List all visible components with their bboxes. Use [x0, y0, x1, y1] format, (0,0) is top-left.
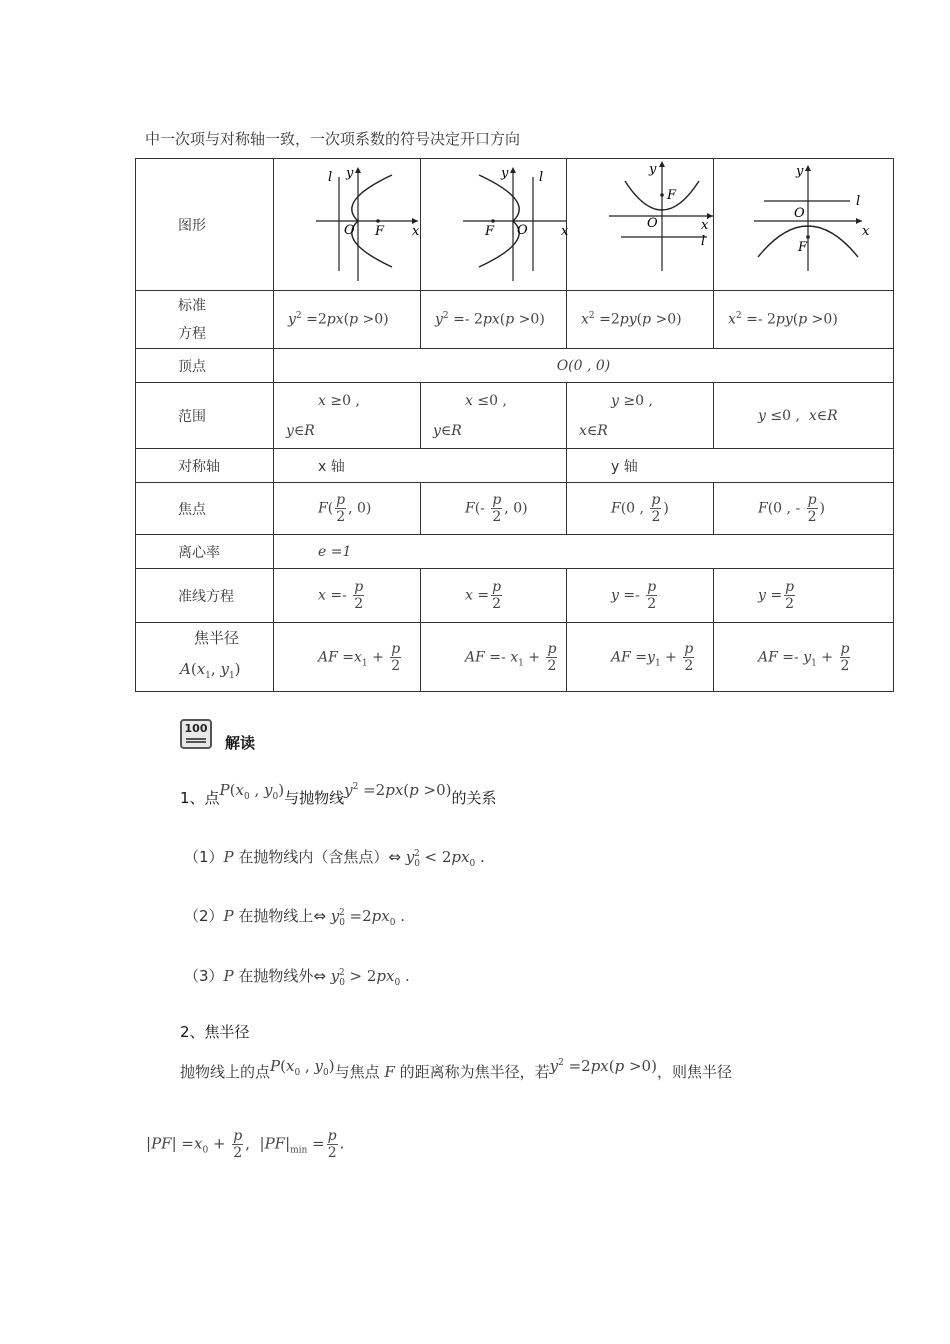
graph-label-l: l [539, 170, 544, 185]
table-row [136, 383, 894, 449]
intro-text: 中一次项与对称轴一致，一次项系数的符号决定开口方向 [145, 130, 521, 148]
equation-left: $y^2 =- 2px(p >0)$ [421, 291, 567, 349]
point2-text-b: 与焦点 [334, 1063, 380, 1081]
table-row [136, 291, 894, 349]
row-label-axis: 对称轴 [136, 449, 274, 483]
graph-left-opening [421, 159, 567, 286]
table-row [136, 623, 894, 692]
row-label-focus: 焦点 [136, 483, 274, 535]
focal-radius-left: AF =- $x_1$ + $\frac{p}{2}$ [421, 623, 567, 692]
graph-label-x: x [561, 224, 569, 239]
case-2-text: 在抛物线上⇔ [238, 907, 326, 925]
directrix-up: y =- $\frac{p}{2}$ [567, 569, 714, 623]
row-label-range: 范围 [136, 383, 274, 449]
graph-right-opening [274, 159, 420, 286]
case-1-text: 在抛物线内（含焦点）⇔ [238, 848, 401, 866]
point1-heading: 1、点$P(x_0$ , $y_0$)与抛物线$y^2 =2px(p >0)$的关系 [180, 781, 497, 807]
focus-left: F(- $\frac{p}{2}$ , 0) [421, 483, 567, 535]
focal-radius-down: AF =- $y_1$ + $\frac{p}{2}$ [714, 623, 894, 692]
point1-title-c: 的关系 [451, 789, 497, 807]
graph-label-f: F [375, 224, 385, 239]
graph-label-y: y [796, 164, 804, 179]
graph-cell-right-opening [274, 159, 421, 291]
row-label-focal-radius-text: 焦半径 [194, 629, 240, 647]
graph-label-x: x [701, 218, 709, 233]
graph-label-x: x [862, 224, 870, 239]
graph-label-f: F [667, 188, 677, 203]
case-3: （3）P 在抛物线外⇔ $y_0^2 > 2px_0$ . [184, 967, 410, 988]
focal-radius-up: AF $=y_1$ + $\frac{p}{2}$ [567, 623, 714, 692]
graph-cell-up-opening [567, 159, 714, 291]
table-row [136, 349, 894, 383]
case-3-text: 在抛物线外⇔ [238, 967, 326, 985]
point1-title-b: 与抛物线 [284, 789, 345, 807]
focal-radius-right: AF $=x_1$ + $\frac{p}{2}$ [274, 623, 421, 692]
graph-label-y: y [346, 166, 354, 181]
graph-label-o: O [647, 216, 658, 231]
axis-x-value: x 轴 [274, 449, 567, 483]
row-label-standard-equation [136, 291, 274, 349]
graph-label-f: F [798, 240, 808, 255]
point2-text-c: 的距离称为焦半径，若 [399, 1063, 550, 1081]
case-2: （2）P 在抛物线上⇔ $y_0^2 =2px_0$ . [184, 907, 405, 928]
table-row [136, 535, 894, 569]
case-3-num: （3） [184, 967, 224, 985]
focus-down: F(0 , - $\frac{p}{2}$ ) [714, 483, 894, 535]
graph-cell-left-opening [421, 159, 567, 291]
row-label-vertex: 顶点 [136, 349, 274, 383]
point2-text-a: 抛物线上的点 [180, 1063, 271, 1081]
eccentricity-value: e =1 [274, 535, 894, 569]
equation-down: $x^2 =- 2py(p >0)$ [714, 291, 894, 349]
table-row [136, 449, 894, 483]
point2-heading: 2、焦半径 [180, 1023, 250, 1041]
case-1-num: （1） [184, 848, 224, 866]
focal-radius-formula: $|PF| =x_0$ + $\frac{p}{2}$ , $|PF|_{min}$ = $\frac{p}{2}$ . [146, 1128, 345, 1161]
table-row [136, 483, 894, 535]
score-100-icon: 100 [180, 719, 212, 749]
graph-label-o: O [344, 223, 355, 238]
graph-label-y: y [649, 162, 657, 177]
case-1: （1）P 在抛物线内（含焦点）⇔ $y_0^2 < 2px_0$ . [184, 848, 485, 869]
range-down: y ≤0 , x∈R [714, 383, 894, 449]
row-label-standard-1: 标准 [178, 297, 206, 314]
range-up: y ≥0 , x∈R [567, 383, 714, 449]
point1-title-a: 1、点 [180, 789, 220, 807]
case-2-num: （2） [184, 907, 224, 925]
graph-label-l: l [856, 194, 861, 209]
point2-text-d: ，则焦半径 [656, 1063, 732, 1081]
graph-label-x: x [412, 224, 420, 239]
row-label-figure: 图形 [136, 159, 274, 291]
graph-label-f: F [485, 224, 495, 239]
row-label-eccentricity: 离心率 [136, 535, 274, 569]
directrix-left: x = $\frac{p}{2}$ [421, 569, 567, 623]
directrix-down: y = $\frac{p}{2}$ [714, 569, 894, 623]
range-left: x ≤0 , y∈R [421, 383, 567, 449]
focus-right: F( $\frac{p}{2}$ , 0) [274, 483, 421, 535]
graph-label-o: O [517, 223, 528, 238]
row-label-focal-radius: 焦半径 $A(x_1$, $y_1$) [136, 623, 274, 692]
graph-label-l: l [701, 234, 706, 249]
vertex-value: O(0 , 0) [274, 349, 894, 383]
directrix-right: x =- $\frac{p}{2}$ [274, 569, 421, 623]
table-row [136, 159, 894, 291]
graph-label-o: O [794, 206, 805, 221]
equation-right: $y^2 =2px(p >0)$ [274, 291, 421, 349]
row-label-directrix: 准线方程 [136, 569, 274, 623]
graph-label-l: l [328, 170, 333, 185]
row-label-standard-2: 方程 [178, 325, 206, 342]
parabola-properties-table [135, 158, 894, 692]
section-title: 解读 [225, 734, 256, 752]
table-row [136, 569, 894, 623]
graph-down-opening [714, 159, 892, 286]
graph-cell-down-opening [714, 159, 894, 291]
range-right: x ≥0 , y∈R [274, 383, 421, 449]
focus-up: F(0 , $\frac{p}{2}$ ) [567, 483, 714, 535]
axis-y-value: y 轴 [567, 449, 894, 483]
graph-up-opening [567, 159, 713, 286]
equation-up: $x^2 =2py(p >0)$ [567, 291, 714, 349]
point2-text: 抛物线上的点$P(x_0$ , $y_0$)与焦点 F 的距离称为焦半径，若$y^2 =2px(p >0)$，则焦半径 [180, 1057, 732, 1081]
graph-label-y: y [501, 166, 509, 181]
